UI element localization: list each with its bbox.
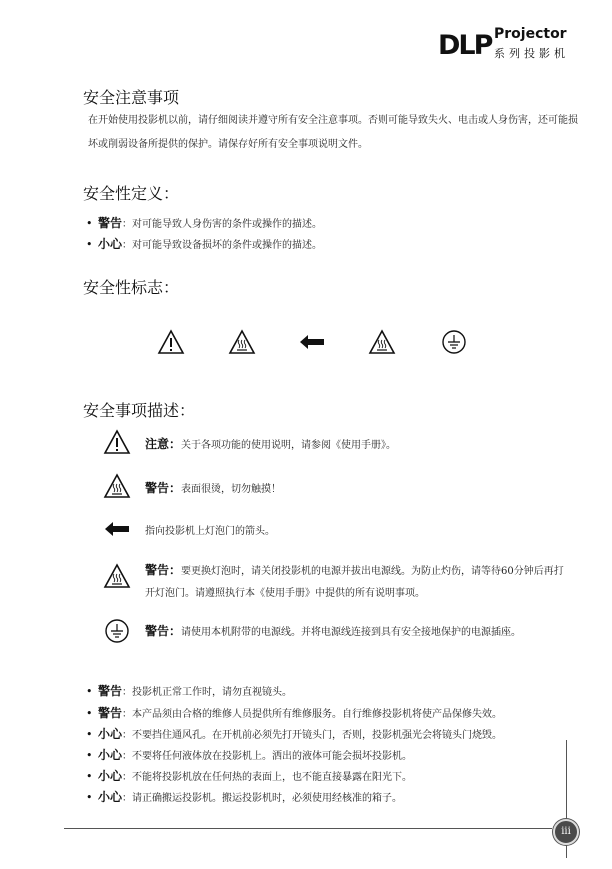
note-keyword: 小心 — [98, 727, 123, 741]
warning-triangle-icon — [157, 328, 185, 356]
description-item — [145, 433, 565, 457]
hot-surface-icon — [103, 562, 131, 590]
note-text: ：本产品须由合格的维修人员提供所有维修服务。自行维修投影机将使产品保修失效。 — [122, 709, 503, 720]
hot-surface-icon — [103, 472, 131, 500]
description-item — [145, 620, 565, 644]
note-item — [86, 745, 412, 765]
arrow-left-icon — [103, 515, 131, 543]
bullet-dot: • — [86, 707, 93, 720]
warning-triangle-icon — [103, 428, 131, 456]
bullet-dot: • — [86, 217, 93, 230]
definition-text: ：对可能导致人身伤害的条件或操作的描述。 — [122, 219, 323, 230]
descriptions-title: 安全事项描述： — [83, 401, 196, 420]
logo-projector: Projector — [494, 26, 567, 42]
note-item — [86, 724, 502, 744]
definition-item — [86, 234, 322, 254]
description-text: 指向投影机上灯泡门的箭头。 — [145, 526, 275, 537]
note-item — [86, 703, 502, 723]
note-item — [86, 766, 412, 786]
safety-paragraph: 在开始使用投影机以前，请仔细阅读并遵守所有安全注意事项。否则可能导致失火、电击或人身伤害，还可能损坏或削弱设备所提供的保护。请保存好所有安全事项说明文件。 — [88, 115, 578, 150]
description-keyword: 警告： — [145, 624, 182, 638]
ground-icon — [103, 617, 131, 645]
note-keyword: 小心 — [98, 790, 123, 804]
note-item — [86, 787, 402, 807]
symbols-title: 安全性标志： — [83, 278, 180, 297]
bullet-dot: • — [86, 728, 93, 741]
description-text: 要更换灯泡时，请关闭投影机的电源并拔出电源线。为防止灼伤，请等待60分钟后再打开灯泡门。请遵照执行本《使用手册》中提供的所有说明事项。 — [145, 566, 564, 599]
description-text: 请使用本机附带的电源线。并将电源线连接到具有安全接地保护的电源插座。 — [181, 627, 522, 638]
arrow-left-icon — [298, 328, 326, 356]
description-item — [145, 477, 565, 501]
description-text: 表面很烫，切勿触摸！ — [181, 484, 282, 495]
bullet-dot: • — [86, 685, 93, 698]
description-keyword: 警告： — [145, 563, 182, 577]
ground-icon — [440, 328, 468, 356]
hot-surface-icon — [368, 328, 396, 356]
description-keyword: 注意： — [145, 437, 182, 451]
safety-title: 安全注意事项 — [83, 88, 180, 107]
note-text: ：请正确搬运投影机。搬运投影机时，必须使用经核准的箱子。 — [122, 793, 403, 804]
definition-title: 安全性定义： — [83, 184, 180, 203]
description-text: 关于各项功能的使用说明，请参阅《使用手册》。 — [181, 440, 397, 451]
definition-keyword: 警告 — [98, 216, 123, 230]
note-item — [86, 681, 292, 701]
description-keyword: 警告： — [145, 481, 182, 495]
note-keyword: 警告 — [98, 706, 123, 720]
hot-surface-icon — [228, 328, 256, 356]
bullet-dot: • — [86, 238, 93, 251]
note-keyword: 小心 — [98, 769, 123, 783]
note-text: ：不要将任何液体放在投影机上。洒出的液体可能会损坏投影机。 — [122, 751, 413, 762]
definition-keyword: 小心 — [98, 237, 123, 251]
definition-item — [86, 213, 322, 233]
note-text: ：不要挡住通风孔。在开机前必须先打开镜头门，否则，投影机强光会将镜头门烧毁。 — [122, 730, 503, 741]
page-number: iii — [553, 819, 579, 845]
bullet-dot: • — [86, 770, 93, 783]
description-item — [145, 559, 565, 605]
brand-logo — [438, 26, 578, 62]
note-keyword: 警告 — [98, 684, 123, 698]
note-text: ：投影机正常工作时，请勿直视镜头。 — [122, 687, 293, 698]
logo-dlp: DLP — [438, 30, 492, 61]
bullet-dot: • — [86, 749, 93, 762]
footer-divider — [64, 828, 552, 829]
logo-series: 系列投影机 — [494, 47, 569, 60]
note-text: ：不能将投影机放在任何热的表面上，也不能直接暴露在阳光下。 — [122, 772, 413, 783]
note-keyword: 小心 — [98, 748, 123, 762]
description-item — [145, 519, 565, 543]
definition-text: ：对可能导致设备损坏的条件或操作的描述。 — [122, 240, 323, 251]
bullet-dot: • — [86, 791, 93, 804]
